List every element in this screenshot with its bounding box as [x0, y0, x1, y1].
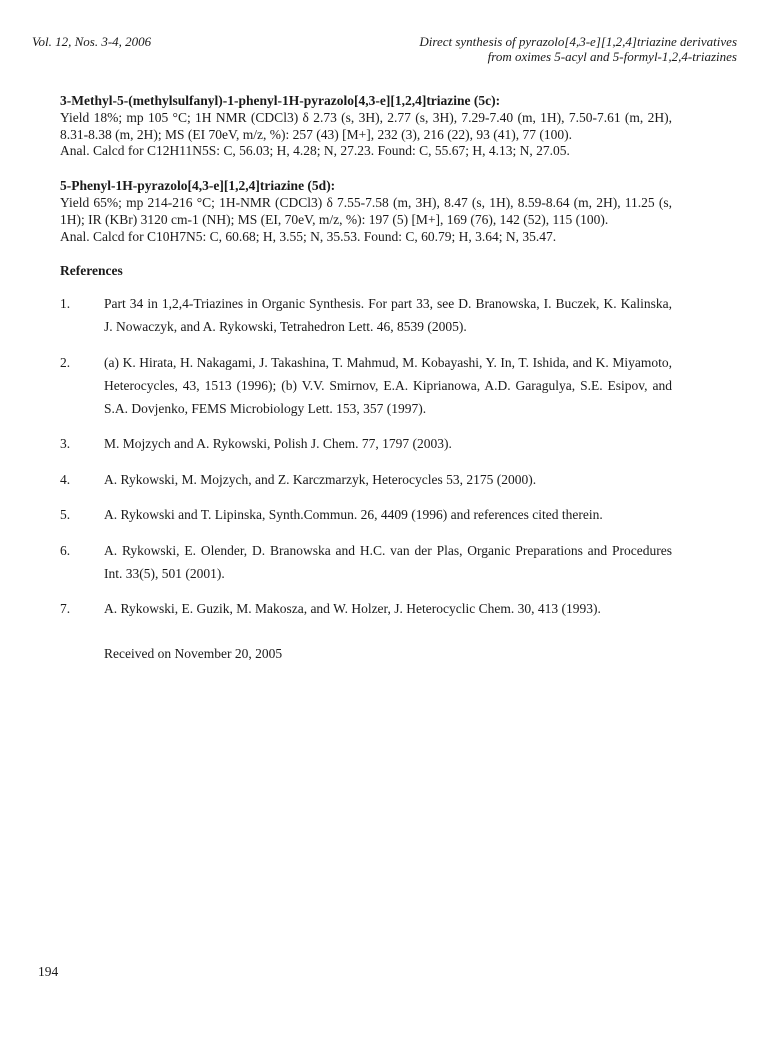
compound-data: Yield 65%; mp 214-216 °C; 1H-NMR (CDCl3) δ 7.55-7.58 (m, 3H), 8.47 (s, 1H), 8.59-8.64 (m, 2H), 11.25 (s, 1H); IR (KBr) 3120 cm-1 (NH); MS (EI, 70eV, m/z, %): 197 (5) [M+], 169 (76), 142 (52), 115 (100). — [60, 194, 672, 227]
reference-text: M. Mojzych and A. Rykowski, Polish J. Chem. 77, 1797 (2003). — [104, 436, 452, 452]
reference-text: A. Rykowski, M. Mojzych, and Z. Karczmarzyk, Heterocycles 53, 2175 (2000). — [104, 471, 537, 487]
compound-data: Yield 18%; mp 105 °C; 1H NMR (CDCl3) δ 2.73 (s, 3H), 2.77 (s, 3H), 7.29-7.40 (m, 1H), 7.50-7.61 (m, 2H), 8.31-8.38 (m, 2H); MS (EI 70eV, m/z, %): 257 (43) [M+], 232 (3), 216 (22), 93 (41), 77 (100). — [60, 109, 672, 142]
page-content — [60, 93, 672, 663]
reference-number: 5. — [60, 507, 71, 523]
journal-volume: Vol. 12, Nos. 3-4, 2006 — [32, 34, 152, 49]
compound-5d — [60, 178, 672, 245]
compound-analysis: Anal. Calcd for C12H11N5S: C, 56.03; H, 4.28; N, 27.23. Found: C, 55.67; H, 4.13; N, 27.05. — [60, 143, 570, 159]
references-list — [60, 292, 672, 620]
reference-item — [60, 351, 672, 420]
compound-title: 3-Methyl-5-(methylsulfanyl)-1-phenyl-1H-pyrazolo[4,3-e][1,2,4]triazine (5c): — [60, 93, 501, 108]
reference-number: 4. — [60, 471, 71, 487]
reference-text: A. Rykowski, E. Guzik, M. Makosza, and W. Holzer, J. Heterocyclic Chem. 30, 413 (1993). — [104, 601, 601, 617]
reference-item — [60, 432, 672, 455]
received-date: Received on November 20, 2005 — [104, 646, 283, 662]
reference-item — [60, 468, 672, 491]
compound-analysis: Anal. Calcd for C10H7N5: C, 60.68; H, 3.55; N, 35.53. Found: C, 60.79; H, 3.64; N, 35.47. — [60, 228, 557, 244]
reference-number: 6. — [60, 542, 71, 558]
compound-title: 5-Phenyl-1H-pyrazolo[4,3-e][1,2,4]triazine (5d): — [60, 178, 336, 194]
reference-item — [60, 503, 672, 526]
page-number: 194 — [38, 964, 59, 979]
reference-text: A. Rykowski and T. Lipinska, Synth.Commun. 26, 4409 (1996) and references cited therein. — [104, 507, 603, 523]
reference-text: Part 34 in 1,2,4-Triazines in Organic Synthesis. For part 33, see D. Branowska, I. Buczek, K. Kalinska, J. Nowaczyk, and A. Rykowski, Tetrahedron Lett. 46, 8539 (2005). — [104, 296, 672, 335]
reference-text: A. Rykowski, E. Olender, D. Branowska and H.C. van der Plas, Organic Preparations and Procedures Int. 33(5), 501 (2001). — [104, 542, 672, 581]
reference-number: 3. — [60, 436, 71, 452]
article-short-title-line2: from oximes 5-acyl and 5-formyl-1,2,4-triazines — [487, 49, 737, 64]
article-short-title — [419, 34, 737, 64]
reference-number: 2. — [60, 354, 71, 370]
reference-number: 7. — [60, 601, 71, 617]
reference-text: (a) K. Hirata, H. Nakagami, J. Takashina, T. Mahmud, M. Kobayashi, Y. In, T. Ishida, and K. Miyamoto, Heterocycles, 43, 1513 (1996); (b) V.V. Smirnov, E.A. Kiprianowa, A.D. Garagulya, S.E. Esipov, and S.A. Dovjenko, FEMS Microbiology Lett. 153, 357 (1997). — [104, 354, 672, 416]
reference-item — [60, 597, 672, 620]
reference-number: 1. — [60, 296, 71, 312]
compound-5c — [60, 93, 672, 160]
reference-item — [60, 539, 672, 585]
reference-item — [60, 292, 672, 338]
references-heading: References — [60, 263, 123, 279]
article-short-title-line1: Direct synthesis of pyrazolo[4,3-e][1,2,4]triazine derivatives — [419, 34, 737, 49]
